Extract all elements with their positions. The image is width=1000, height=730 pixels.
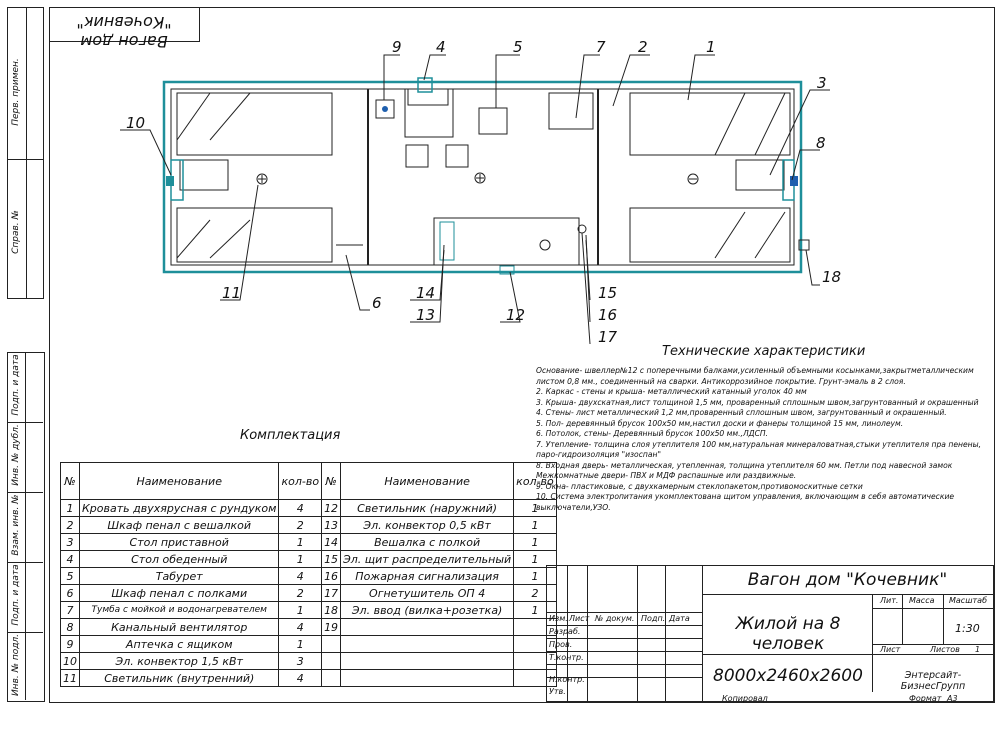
header-cell: № — [61, 463, 80, 500]
tech-item: 3. Крыша- двухскатная,лист толщиной 1,5 мм, проваренный сплошным швом,загрунтованный и окрашенный — [536, 397, 979, 407]
table-cell: Эл. ввод (вилка+розетка) — [341, 602, 514, 619]
table-cell: 16 — [322, 568, 341, 585]
table-cell: Шкаф пенал с вешалкой — [80, 517, 279, 534]
tech-specs — [536, 366, 982, 513]
table-cell: Светильник (наружний) — [341, 500, 514, 517]
table-cell: 1 — [514, 602, 557, 619]
stamp-listov: Листов — [930, 645, 960, 654]
table-cell — [322, 636, 341, 653]
table-cell: Эл. конвектор 0,5 кВт — [341, 517, 514, 534]
stamp-role-razrab: Разраб. — [549, 627, 581, 636]
table-cell: 1 — [279, 551, 322, 568]
stamp-hdr-izm: Изм. — [549, 614, 568, 623]
komplekt-table — [60, 462, 557, 687]
plan-label-17: 17 — [598, 328, 618, 346]
table-cell: 4 — [61, 551, 80, 568]
table-cell: Светильник (внутренний) — [80, 670, 279, 687]
stamp-role-nkontr: Н.контр. — [549, 675, 585, 684]
table-cell: 10 — [61, 653, 80, 670]
stamp-company: Энтерсайт-БизнесГрупп — [900, 670, 966, 692]
table-cell: Тумба с мойкой и водонагревателем — [80, 602, 279, 619]
table-cell: Эл. щит распределительный — [341, 551, 514, 568]
table-cell: Стол обеденный — [80, 551, 279, 568]
table-row — [61, 534, 557, 551]
table-cell: Шкаф пенал с полками — [80, 585, 279, 602]
table-cell — [322, 653, 341, 670]
table-row — [61, 602, 557, 619]
stamp-massa: Масса — [909, 596, 935, 605]
plan-label-6: 6 — [372, 294, 382, 312]
plan-label-10: 10 — [126, 114, 146, 132]
table-cell: 4 — [279, 619, 322, 636]
table-row — [61, 551, 557, 568]
table-cell: 8 — [61, 619, 80, 636]
tech-item: 6. Потолок, стены- Деревянный брусок 100х50 мм.,ЛДСП. — [536, 429, 769, 438]
table-cell: 1 — [514, 568, 557, 585]
stamp-role-prov: Пров. — [549, 640, 573, 649]
tech-item: 10. Система электропитания укомплектована щитом управления, включающим в себя автоматические выключатели,УЗО. — [536, 492, 955, 512]
table-cell: Стол приставной — [80, 534, 279, 551]
plan-label-4: 4 — [436, 38, 446, 56]
plan-label-18: 18 — [822, 268, 842, 286]
stamp-hdr-doc: № докум. — [595, 614, 635, 623]
tech-item: Основание- швеллер№12 с поперечными балками,усиленный объемными косынками,закрытметаллическим листом 0,8 мм., соединенный на сварки. Антикоррозийное покрытие. Грунт-эмаль в 2 слоя. — [536, 366, 974, 386]
tech-item: 4. Стены- лист металлический 1,2 мм,проваренный сплошным швом, загрунтованный и окрашенный. — [536, 408, 947, 417]
stamp-project: Вагон дом "Кочевник" — [747, 570, 948, 590]
stamp-role-utv: Утв. — [549, 687, 566, 696]
plan-label-3: 3 — [817, 74, 827, 92]
stamp-format: Формат — [909, 694, 942, 703]
stamp-format-val: А3 — [947, 694, 958, 703]
side-label-6: Подп. и дата — [11, 564, 21, 626]
side-label-2: Справ. № — [11, 210, 21, 254]
table-header-row — [61, 463, 557, 500]
table-cell: 4 — [279, 670, 322, 687]
table-cell: Кровать двухярусная с рундуком — [80, 500, 279, 517]
plan-label-9: 9 — [392, 38, 402, 56]
plan-label-5: 5 — [513, 38, 523, 56]
table-cell: 2 — [61, 517, 80, 534]
table-cell: 6 — [61, 585, 80, 602]
table-row — [61, 568, 557, 585]
side-label-3: Подп. и дата — [11, 354, 21, 416]
table-cell: Огнетушитель ОП 4 — [341, 585, 514, 602]
tech-title: Технические характеристики — [662, 344, 866, 359]
table-cell: 7 — [61, 602, 80, 619]
table-cell: 1 — [279, 602, 322, 619]
plan-label-14: 14 — [416, 284, 436, 302]
table-cell: 1 — [514, 551, 557, 568]
stamp-kopiroval: Копировал — [722, 694, 768, 703]
floor-plan — [0, 0, 1000, 360]
table-cell: 9 — [61, 636, 80, 653]
plan-label-15: 15 — [598, 284, 618, 302]
table-cell — [341, 619, 514, 636]
table-cell: 2 — [279, 517, 322, 534]
header-cell: Наименование — [80, 463, 279, 500]
table-cell: 1 — [514, 500, 557, 517]
komplekt-title: Комплектация — [240, 428, 341, 443]
table-cell: 1 — [514, 517, 557, 534]
table-cell: 3 — [61, 534, 80, 551]
table-cell: 1 — [279, 636, 322, 653]
stamp-hdr-list: Лист — [569, 614, 590, 623]
tech-item: 9. Окна- пластиковые, с двухкамерным стеклопакетом,противомоскитные сетки — [536, 481, 863, 491]
side-label-1: Перв. примен. — [11, 58, 21, 126]
side-label-5: Взам. инв. № — [11, 494, 21, 556]
table-cell: 2 — [514, 585, 557, 602]
table-row — [61, 500, 557, 517]
table-cell: Эл. конвектор 1,5 кВт — [80, 653, 279, 670]
plan-label-1: 1 — [706, 38, 716, 56]
table-cell: 19 — [322, 619, 341, 636]
table-cell: Аптечка с ящиком — [80, 636, 279, 653]
table-row — [61, 636, 557, 653]
tech-item: 2. Каркас - стены и крыша- металлический катанный уголок 40 мм — [536, 387, 807, 396]
table-row — [61, 619, 557, 636]
stamp-scale: 1:30 — [955, 622, 980, 635]
side-label-7: Инв. № подл. — [11, 633, 21, 697]
table-cell: Канальный вентилятор — [80, 619, 279, 636]
plan-label-16: 16 — [598, 306, 618, 324]
table-cell: Вешалка с полкой — [341, 534, 514, 551]
table-row — [61, 585, 557, 602]
title-block — [546, 565, 994, 702]
header-cell: Наименование — [341, 463, 514, 500]
table-cell: 12 — [322, 500, 341, 517]
table-cell: 18 — [322, 602, 341, 619]
table-cell — [322, 670, 341, 687]
table-cell: 5 — [61, 568, 80, 585]
table-cell: 3 — [279, 653, 322, 670]
table-cell: 4 — [279, 568, 322, 585]
table-cell: 13 — [322, 517, 341, 534]
tech-item: 8. Входная дверь- металлическая, утепленная, толщина утеплителя 60 мм. Петли под навесной замок Межкомнатные двери- ПВХ и МДФ распашные или раздвижные. — [536, 460, 953, 480]
stamp-role-tkontr: Т.контр. — [549, 653, 584, 662]
stamp-list: Лист — [880, 645, 901, 654]
table-cell: 1 — [279, 534, 322, 551]
rotated-title: Вагон дом "Кочевник" — [76, 13, 172, 51]
table-cell — [341, 636, 514, 653]
table-cell: 11 — [61, 670, 80, 687]
plan-label-13: 13 — [416, 306, 436, 324]
plan-label-11: 11 — [222, 284, 242, 302]
table-cell: 15 — [322, 551, 341, 568]
stamp-name: Жилой на 8 человек — [735, 614, 841, 654]
table-cell: 14 — [322, 534, 341, 551]
table-cell: 17 — [322, 585, 341, 602]
table-cell: Пожарная сигнализация — [341, 568, 514, 585]
table-cell: Табурет — [80, 568, 279, 585]
table-cell: 4 — [279, 500, 322, 517]
table-cell — [341, 653, 514, 670]
stamp-masshtab: Масштаб — [949, 596, 988, 605]
table-cell: 1 — [514, 534, 557, 551]
header-cell: кол-во — [279, 463, 322, 500]
stamp-lit: Лит. — [880, 596, 899, 605]
stamp-hdr-podp: Подп. — [641, 614, 666, 623]
plan-label-2: 2 — [638, 38, 648, 56]
stamp-dims: 8000х2460х2600 — [713, 666, 863, 686]
table-row — [61, 653, 557, 670]
tech-item: 7. Утепление- толщина слоя утеплителя 100 мм,натуральная минераловатная,стыки утеплителя пра пенены, паро-гидроизоляция "изоспан" — [536, 439, 982, 459]
stamp-hdr-data: Дата — [669, 614, 690, 623]
stamp-listov-val: 1 — [975, 645, 981, 654]
table-cell: 2 — [279, 585, 322, 602]
plan-label-12: 12 — [506, 306, 526, 324]
table-cell: 1 — [61, 500, 80, 517]
side-label-4: Инв. № дубл. — [11, 424, 21, 486]
table-row — [61, 670, 557, 687]
header-cell: № — [322, 463, 341, 500]
table-cell — [341, 670, 514, 687]
table-row — [61, 517, 557, 534]
plan-label-7: 7 — [596, 38, 606, 56]
tech-item: 5. Пол- деревянный брусок 100х50 мм,настил доски и фанеры толщиной 15 мм, линолеум. — [536, 418, 904, 428]
header-cell: кол-во — [514, 463, 557, 500]
plan-label-8: 8 — [816, 134, 826, 152]
